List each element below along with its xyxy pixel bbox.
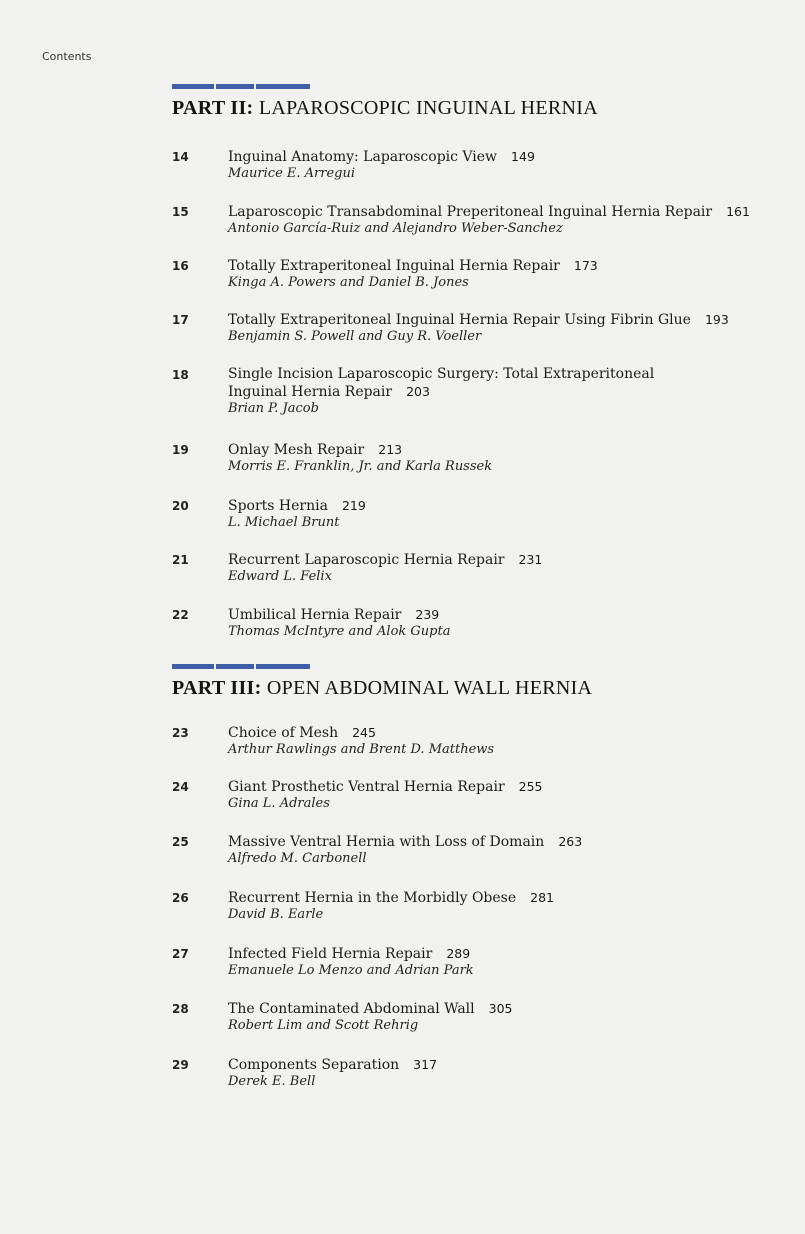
chapter-authors: L. Michael Brunt xyxy=(228,515,340,530)
chapter-number: 24 xyxy=(172,780,189,794)
page-number: 231 xyxy=(518,552,543,567)
page-number: 281 xyxy=(530,890,554,905)
page-number: 149 xyxy=(511,149,535,164)
chapter-title: Recurrent Hernia in the Morbidly Obese 281 xyxy=(228,890,554,906)
chapter-number: 27 xyxy=(172,947,189,961)
chapter-number: 22 xyxy=(172,608,189,622)
chapter-number: 20 xyxy=(172,499,189,513)
chapter-number: 14 xyxy=(172,150,189,164)
page-number: 317 xyxy=(413,1057,438,1072)
part-heading xyxy=(172,664,592,700)
part-name: LAPAROSCOPIC INGUINAL HERNIA xyxy=(258,97,599,119)
chapter-number: 21 xyxy=(172,553,189,567)
chapter-number: 15 xyxy=(172,205,189,219)
page-number: 161 xyxy=(726,204,750,219)
page-number: 213 xyxy=(378,442,403,457)
part-rule xyxy=(172,84,598,89)
chapter-title: Massive Ventral Hernia with Loss of Domain 263 xyxy=(228,834,583,850)
chapter-number: 25 xyxy=(172,835,189,849)
chapter-authors: Antonio García-Ruiz and Alejandro Weber-Sanchez xyxy=(228,221,563,236)
chapter-title: Laparoscopic Transabdominal Preperitoneal Inguinal Hernia Repair 161 xyxy=(228,204,750,220)
chapter-authors: Brian P. Jacob xyxy=(228,401,319,416)
chapter-number: 28 xyxy=(172,1002,189,1016)
part-heading xyxy=(172,84,598,120)
part-label: PART II: xyxy=(172,97,254,119)
page-number: 239 xyxy=(415,607,440,622)
chapter-authors: David B. Earle xyxy=(228,907,324,922)
chapter-authors: Morris E. Franklin, Jr. and Karla Russek xyxy=(228,459,493,474)
chapter-title: Totally Extraperitoneal Inguinal Hernia Repair Using Fibrin Glue 193 xyxy=(228,312,729,328)
chapter-number: 23 xyxy=(172,726,189,740)
page-number: 203 xyxy=(406,384,430,399)
chapter-number: 29 xyxy=(172,1058,189,1072)
chapter-number: 19 xyxy=(172,443,189,457)
chapter-number: 17 xyxy=(172,313,189,327)
part-title xyxy=(172,677,592,700)
page-number: 245 xyxy=(352,725,376,740)
chapter-authors: Derek E. Bell xyxy=(228,1074,316,1089)
chapter-title: Recurrent Laparoscopic Hernia Repair 231 xyxy=(228,552,543,568)
chapter-authors: Maurice E. Arregui xyxy=(228,166,356,181)
page-number: 193 xyxy=(704,312,729,327)
part-label: PART III: xyxy=(172,677,262,699)
chapter-number: 26 xyxy=(172,891,189,905)
page-number: 255 xyxy=(518,779,543,794)
chapter-title: Giant Prosthetic Ventral Hernia Repair 255 xyxy=(228,779,543,795)
chapter-title: Totally Extraperitoneal Inguinal Hernia Repair 173 xyxy=(228,258,598,274)
chapter-title: Single Incision Laparoscopic Surgery: Total Extraperitoneal Inguinal Hernia Repair 203 xyxy=(228,366,655,400)
chapter-authors: Alfredo M. Carbonell xyxy=(228,851,367,866)
chapter-number: 18 xyxy=(172,368,189,382)
part-name: OPEN ABDOMINAL WALL HERNIA xyxy=(266,677,593,699)
running-head: Contents xyxy=(42,50,92,63)
chapter-title: The Contaminated Abdominal Wall 305 xyxy=(228,1001,513,1017)
chapter-title: Onlay Mesh Repair 213 xyxy=(228,442,403,458)
chapter-title: Inguinal Anatomy: Laparoscopic View 149 xyxy=(228,149,535,165)
chapter-title: Components Separation 317 xyxy=(228,1057,438,1073)
page-number: 305 xyxy=(488,1001,513,1016)
chapter-title: Infected Field Hernia Repair 289 xyxy=(228,946,471,962)
chapter-authors: Thomas McIntyre and Alok Gupta xyxy=(228,624,451,639)
chapter-authors: Edward L. Felix xyxy=(228,569,332,584)
page-number: 289 xyxy=(446,946,471,961)
chapter-authors: Robert Lim and Scott Rehrig xyxy=(228,1018,419,1033)
chapter-title: Sports Hernia 219 xyxy=(228,498,366,514)
chapter-authors: Gina L. Adrales xyxy=(228,796,330,811)
page-number: 263 xyxy=(558,834,583,849)
chapter-number: 16 xyxy=(172,259,189,273)
chapter-title: Choice of Mesh 245 xyxy=(228,725,376,741)
part-rule xyxy=(172,664,592,669)
chapter-authors: Emanuele Lo Menzo and Adrian Park xyxy=(228,963,474,978)
page-number: 173 xyxy=(573,258,598,273)
chapter-title: Umbilical Hernia Repair 239 xyxy=(228,607,440,623)
chapter-authors: Arthur Rawlings and Brent D. Matthews xyxy=(228,742,495,757)
chapter-authors: Kinga A. Powers and Daniel B. Jones xyxy=(228,275,469,290)
chapter-authors: Benjamin S. Powell and Guy R. Voeller xyxy=(228,329,482,344)
part-title xyxy=(172,97,598,120)
page-number: 219 xyxy=(341,498,366,513)
